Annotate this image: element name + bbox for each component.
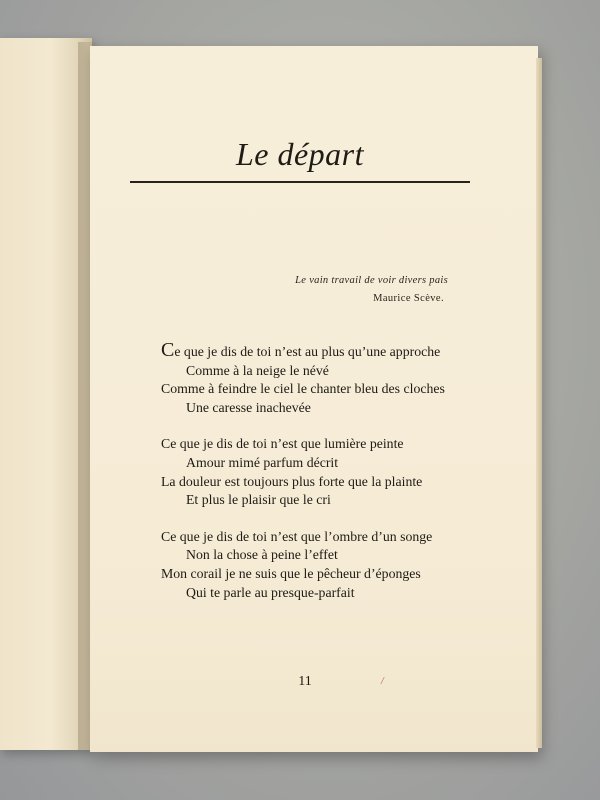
- poem-line-text: Et plus le plaisir que le cri: [186, 492, 331, 508]
- poem-line-text: Non la chose à peine l’effet: [186, 547, 338, 563]
- poem-line: [161, 435, 491, 454]
- poem-line: [161, 473, 491, 492]
- stanza: [161, 339, 491, 417]
- poem-line: [161, 546, 491, 565]
- stanza: [161, 435, 491, 509]
- poem-body: [161, 339, 491, 620]
- poem-line: [161, 380, 491, 399]
- poem-line-text: Une caresse inachevée: [186, 399, 311, 415]
- poem-line: [161, 584, 491, 603]
- page-number: 11: [298, 674, 312, 689]
- drop-cap: C: [161, 339, 175, 361]
- poem-line-text: Ce que je dis de toi n’est que l’ombre d’un songe: [161, 528, 433, 544]
- poem-title: Le départ: [235, 136, 365, 172]
- poem-line-text: Amour mimé parfum décrit: [186, 454, 339, 470]
- pencil-mark: /: [381, 676, 384, 687]
- epigraph-text: Le vain travail de voir divers pais: [295, 275, 448, 286]
- poem-line-text: La douleur est toujours plus forte que la plainte: [161, 473, 423, 489]
- poem-line-text: Comme à la neige le névé: [186, 362, 329, 378]
- page-edge: [536, 58, 542, 748]
- poem-line-text: e que je dis de toi n’est au plus qu’une approche: [174, 344, 441, 359]
- poem-line: [161, 565, 491, 584]
- poem-line-text: Mon corail je ne suis que le pêcheur d’éponges: [161, 565, 421, 581]
- title-rule: [130, 181, 470, 183]
- poem-line-text: Comme à feindre le ciel le chanter bleu des cloches: [161, 381, 445, 397]
- poem-line: [161, 528, 491, 547]
- poem-line-text: Qui te parle au presque-parfait: [186, 584, 355, 600]
- poem-line: [161, 454, 491, 473]
- epigraph-author: Maurice Scève.: [373, 293, 444, 304]
- poem-line: [161, 362, 491, 381]
- poem-line-text: Ce que je dis de toi n’est que lumière peinte: [161, 436, 404, 452]
- poem-line: [161, 339, 491, 362]
- poem-line: [161, 491, 491, 510]
- poem-line: [161, 399, 491, 418]
- stanza: [161, 528, 491, 602]
